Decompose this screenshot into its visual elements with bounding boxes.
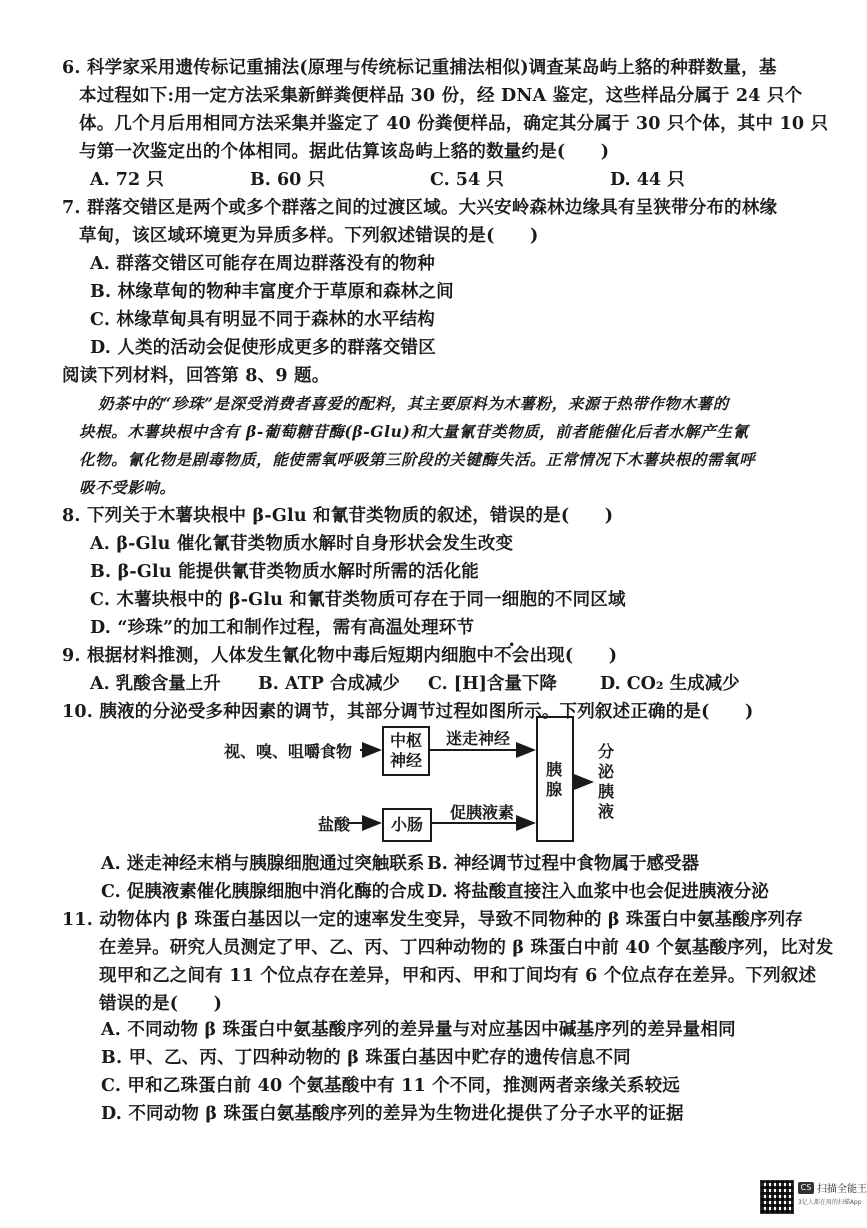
q9-option-d[interactable]: D. CO₂ 生成减少: [600, 674, 740, 694]
q8-option-a[interactable]: A. β-Glu 催化氰苷类物质水解时自身形状会发生改变: [90, 534, 514, 554]
scanner-app-name: 扫描全能王: [817, 1184, 867, 1195]
q11-line-2: 在差异。研究人员测定了甲、乙、丙、丁四种动物的 β 珠蛋白中前 40 个氨基酸序列，比对发: [99, 938, 834, 958]
q8-stem: 8. 下列关于木薯块根中 β-Glu 和氰苷类物质的叙述，错误的是( ): [62, 506, 614, 526]
q9-stem: [62, 642, 617, 670]
q8-option-b[interactable]: B. β-Glu 能提供氰苷类物质水解时所需的活化能: [90, 562, 479, 582]
pancreas-char-1: 胰: [545, 760, 562, 779]
q7-option-c[interactable]: C. 林缘草甸具有明显不同于森林的水平结构: [90, 310, 436, 330]
material-line-1: 奶茶中的“珍珠”是深受消费者喜爱的配料，其主要原料为木薯粉，来源于热带作物木薯的: [98, 394, 729, 413]
q10-option-a[interactable]: A. 迷走神经末梢与胰腺细胞通过突触联系: [101, 854, 425, 874]
pancreas-label: [544, 760, 564, 800]
diagram-secretin-label: 促胰液素: [450, 803, 515, 822]
q9-option-c[interactable]: C. [H]含量下降: [428, 674, 557, 694]
output-char-4: 液: [597, 802, 614, 821]
q7-line-2: 草甸，该区域环境更为异质多样。下列叙述错误的是( ): [79, 226, 539, 246]
q6-option-c[interactable]: C. 54 只: [430, 170, 504, 190]
q9-stem-pre: 9. 根据材料推测，人体发生氰化物中毒后短期内细胞中: [62, 646, 495, 666]
q11-line-3: 现甲和乙之间有 11 个位点存在差异，甲和丙、甲和丁间均有 6 个位点存在差异。下列叙述: [99, 966, 817, 986]
q6-line-3: 体。几个月后用相同方法采集并鉴定了 40 份粪便样品，确定其分属于 30 只个体，其中 10 只: [79, 114, 829, 134]
q10-option-d[interactable]: D. 将盐酸直接注入血浆中也会促进胰液分泌: [427, 882, 769, 902]
q6-line-2: 本过程如下:用一定方法采集新鲜粪便样品 30 份，经 DNA 鉴定，这些样品分属于 24 只个: [79, 86, 803, 106]
q11-line-4: 错误的是( ): [99, 994, 223, 1014]
diagram-vagus-label: 迷走神经: [446, 729, 511, 748]
central-nerve-box: [382, 726, 430, 776]
intestine-box: 小肠: [382, 808, 432, 842]
q11-option-d[interactable]: D. 不同动物 β 珠蛋白氨基酸序列的差异为生物进化提供了分子水平的证据: [101, 1104, 684, 1124]
central-nerve-line-1: 中枢: [389, 731, 422, 750]
q11-option-b[interactable]: B. 甲、乙、丙、丁四种动物的 β 珠蛋白基因中贮存的遗传信息不同: [101, 1048, 631, 1068]
q9-option-a[interactable]: A. 乳酸含量上升: [90, 674, 221, 694]
q11-line-1: 11. 动物体内 β 珠蛋白基因以一定的速率发生变异，导致不同物种的 β 珠蛋白中氨基酸序列存: [62, 910, 804, 930]
q6-option-a[interactable]: A. 72 只: [90, 170, 164, 190]
q9-stem-emphasis: 不会: [494, 646, 530, 666]
q6-line-4: 与第一次鉴定出的个体相同。据此估算该岛屿上貉的数量约是( ): [79, 142, 610, 162]
q8-option-c[interactable]: C. 木薯块根中的 β-Glu 和氰苷类物质可存在于同一细胞的不同区域: [90, 590, 626, 610]
pancreas-char-2: 腺: [545, 780, 562, 799]
q11-option-c[interactable]: C. 甲和乙珠蛋白前 40 个氨基酸中有 11 个不同，推测两者亲缘关系较远: [101, 1076, 680, 1096]
central-nerve-line-2: 神经: [389, 751, 422, 770]
diagram-input-food: 视、嗅、咀嚼食物: [224, 742, 353, 761]
q7-option-a[interactable]: A. 群落交错区可能存在周边群落没有的物种: [90, 254, 435, 274]
q7-line-1: 7. 群落交错区是两个或多个群落之间的过渡区域。大兴安岭森林边缘具有呈狭带分布的林缘: [62, 198, 778, 218]
q6-line-1: 6. 科学家采用遗传标记重捕法(原理与传统标记重捕法相似)调查某岛屿上貉的种群数量，基: [62, 58, 777, 78]
qr-code-icon: [760, 1180, 794, 1214]
q6-option-d[interactable]: D. 44 只: [610, 170, 685, 190]
q9-stem-post: 出现( ): [529, 646, 618, 666]
q10-option-b[interactable]: B. 神经调节过程中食物属于感受器: [427, 854, 699, 874]
material-line-4: 吸不受影响。: [79, 478, 176, 497]
q10-stem: 10. 胰液的分泌受多种因素的调节，其部分调节过程如图所示。下列叙述正确的是( ): [62, 702, 754, 722]
output-char-1: 分: [597, 742, 614, 761]
material-line-2: 块根。木薯块根中含有 β-葡萄糖苷酶(β-Glu)和大量氰苷类物质，前者能催化后者水解产生氰: [79, 422, 749, 441]
scanner-app-tagline: 3亿人都在用的扫描App: [798, 1199, 862, 1206]
q7-option-d[interactable]: D. 人类的活动会促使形成更多的群落交错区: [90, 338, 436, 358]
q8-option-d[interactable]: D. “珍珠”的加工和制作过程，需有高温处理环节: [90, 618, 475, 638]
q11-option-a[interactable]: A. 不同动物 β 珠蛋白中氨基酸序列的差异量与对应基因中碱基序列的差异量相同: [101, 1020, 736, 1040]
pancreas-regulation-diagram: [200, 712, 660, 852]
diagram-input-acid: 盐酸: [318, 815, 351, 834]
q9-option-b[interactable]: B. ATP 合成减少: [258, 674, 400, 694]
q6-option-b[interactable]: B. 60 只: [250, 170, 325, 190]
scanner-watermark: [760, 1180, 867, 1220]
material-line-3: 化物。氰化物是剧毒物质，能使需氧呼吸第三阶段的关键酶失活。正常情况下木薯块根的需氧呼: [79, 450, 756, 469]
material-intro: 阅读下列材料，回答第 8、9 题。: [62, 366, 330, 386]
q7-option-b[interactable]: B. 林缘草甸的物种丰富度介于草原和森林之间: [90, 282, 454, 302]
output-char-3: 胰: [597, 782, 614, 801]
output-char-2: 泌: [597, 762, 614, 781]
cs-logo-icon: CS: [798, 1182, 814, 1194]
output-label: [596, 742, 616, 822]
q10-option-c[interactable]: C. 促胰液素催化胰腺细胞中消化酶的合成: [101, 882, 425, 902]
